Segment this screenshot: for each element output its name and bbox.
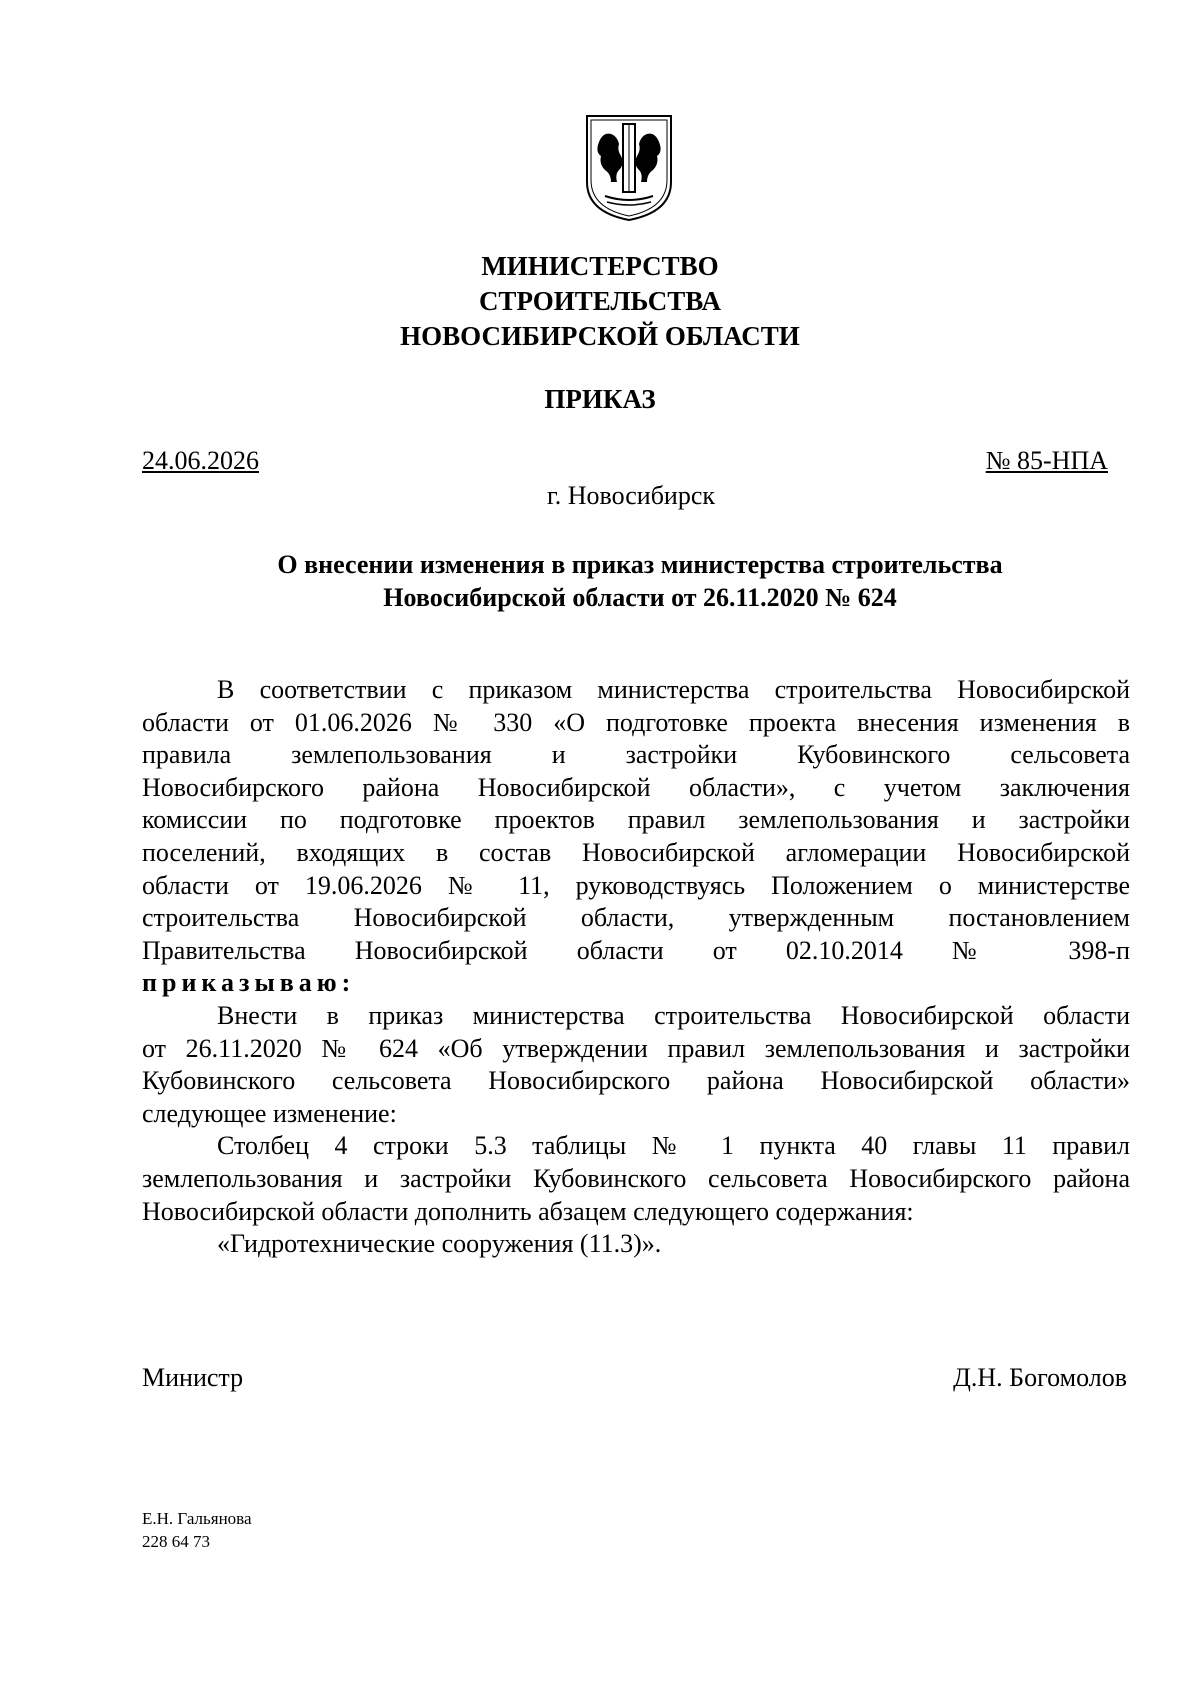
document-type-title: ПРИКАЗ: [544, 384, 656, 414]
body-line: «Гидротехнические сооружения (11.3)».: [217, 1229, 662, 1259]
body-line: следующее изменение:: [142, 1098, 397, 1128]
body-line: правила землепользования и застройки Кубовинского сельсовета: [142, 740, 1130, 770]
document-number: № 85-НПА: [985, 446, 1108, 475]
order-word: приказываю:: [142, 968, 356, 998]
body-line: области от 01.06.2026 № 330 «О подготовке проекта внесения изменения в: [142, 707, 1130, 737]
subject-line: О внесении изменения в приказ министерства строительства: [277, 550, 1003, 579]
coat-of-arms-emblem: [583, 112, 675, 224]
subject-line: Новосибирской области от 26.11.2020 № 624: [383, 583, 897, 612]
executor-phone: 228 64 73: [142, 1532, 210, 1551]
ministry-name-line-2: СТРОИТЕЛЬСТВА: [478, 286, 722, 316]
body-line: Правительства Новосибирской области от 02.10.2014 № 398-п: [142, 935, 1130, 965]
document-date: 24.06.2026: [142, 446, 259, 475]
executor-info: [142, 1507, 252, 1553]
document-subject: [160, 548, 1120, 614]
ministry-name-line-1: МИНИСТЕРСТВО: [481, 251, 719, 281]
body-line: поселений, входящих в состав Новосибирской агломерации Новосибирской: [142, 837, 1130, 867]
signatory-name: Д.Н. Богомолов: [953, 1363, 1127, 1392]
body-line: В соответствии с приказом министерства строительства Новосибирской: [217, 675, 1130, 704]
document-body: [142, 674, 1130, 1261]
body-line: Кубовинского сельсовета Новосибирского района Новосибирской области»: [142, 1066, 1130, 1096]
body-line: Внести в приказ министерства строительства Новосибирской области: [217, 1000, 1130, 1030]
body-line: Новосибирской области дополнить абзацем следующего содержания:: [142, 1196, 914, 1226]
signatory-position: Министр: [142, 1363, 244, 1392]
ministry-name-line-3: НОВОСИБИРСКОЙ ОБЛАСТИ: [400, 321, 800, 351]
body-line: землепользования и застройки Кубовинского сельсовета Новосибирского района: [142, 1163, 1130, 1193]
body-line: Столбец 4 строки 5.3 таблицы № 1 пункта 40 главы 11 правил: [217, 1131, 1130, 1161]
document-city: г. Новосибирск: [546, 481, 716, 510]
body-line: комиссии по подготовке проектов правил землепользования и застройки: [142, 805, 1130, 835]
body-line: строительства Новосибирской области, утвержденным постановлением: [142, 903, 1130, 933]
body-line: от 26.11.2020 № 624 «Об утверждении правил землепользования и застройки: [142, 1033, 1130, 1063]
body-line: области от 19.06.2026 № 11, руководствуясь Положением о министерстве: [142, 870, 1130, 900]
body-line: Новосибирского района Новосибирской области», с учетом заключения: [142, 772, 1130, 802]
executor-name: Е.Н. Гальянова: [142, 1509, 252, 1528]
